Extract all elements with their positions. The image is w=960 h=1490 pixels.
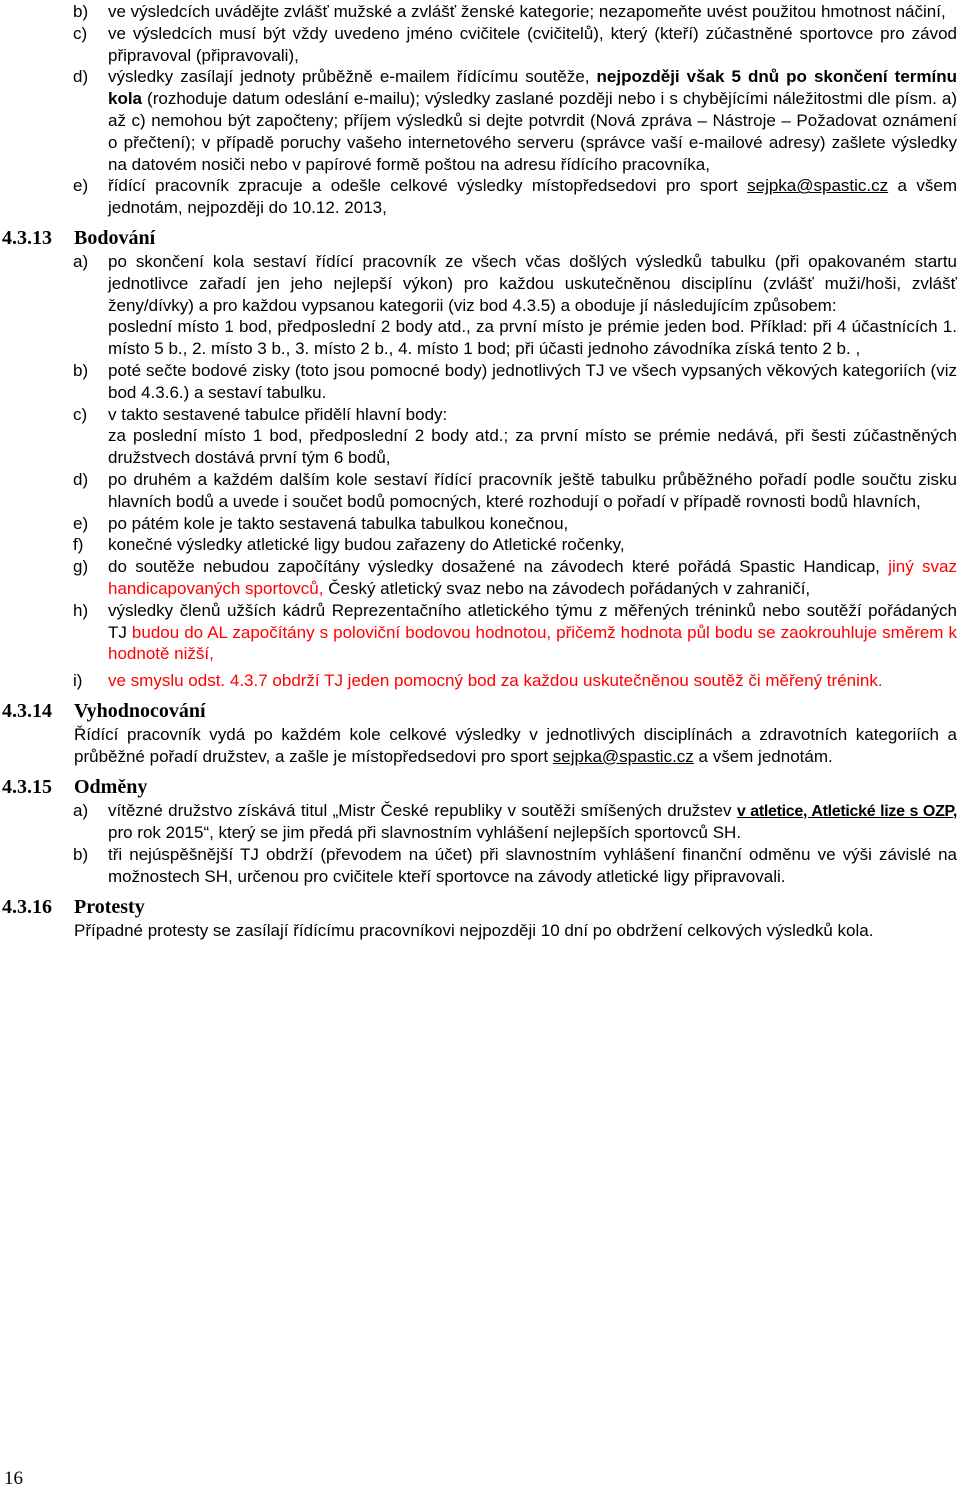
red-amendment: ve smyslu odst. 4.3.7 obdrží TJ jeden pomocný bod za každou uskutečněnou soutěž či měřený trénink. bbox=[108, 671, 883, 691]
list-item-f bbox=[0, 534, 960, 556]
item-text: a všem jednotám, nejpozději do 10.12. 2013, bbox=[108, 176, 957, 218]
item-text: poslední místo 1 bod, předposlední 2 body atd., za první místo je prémie jeden bod. Příklad: při 4 účastnících 1. místo 5 b., 2. místo 3 b., 3. místo 2 b., 4. místo 1 bod; při účasti jednoho závodníka získá tento 2 b. , bbox=[108, 317, 957, 359]
list-item-e bbox=[0, 513, 960, 535]
list-item-c bbox=[0, 23, 960, 67]
paragraph-text: Případné protesty se zasílají řídícímu pracovníkovi nejpozději 10 dní po obdržení celkových výsledků kola. bbox=[74, 920, 874, 940]
page-number: 16 bbox=[4, 1468, 23, 1489]
section-number: 4.3.15 bbox=[2, 775, 52, 798]
list-item-a bbox=[0, 251, 960, 360]
item-text: vítězné družstvo získává titul „Mistr České republiky v soutěži smíšených družstev bbox=[108, 800, 737, 820]
item-letter: g) bbox=[73, 557, 89, 577]
item-text: výsledky zasílají jednoty průběžně e-mailem řídícímu soutěže, bbox=[108, 67, 597, 87]
deadline-emphasis: nejpozději však 5 dnů po skončení termínu kola bbox=[108, 67, 958, 109]
list-item-h bbox=[0, 600, 960, 665]
section-title: Odměny bbox=[74, 775, 148, 798]
item-letter: e) bbox=[73, 176, 89, 196]
item-letter: d) bbox=[73, 67, 89, 87]
email-link[interactable]: sejpka@spastic.cz bbox=[747, 176, 889, 196]
title-emphasis: v atletice, Atletické lize s OZP, bbox=[736, 802, 957, 820]
section-title: Vyhodnocování bbox=[74, 699, 206, 722]
section-heading bbox=[0, 774, 960, 800]
item-letter: b) bbox=[73, 2, 89, 21]
list-item-d bbox=[0, 469, 960, 513]
section-paragraph bbox=[0, 724, 960, 768]
item-text: po skončení kola sestaví řídící pracovník ze všech včas došlých výsledků tabulku (při opakovaném startu jednotlivce zařadí jen jeho nejlepší výkon) pro každou uskutečněnou disciplínu (zvlášť muži/hoši, zvlášť ženy/dívky) a pro každou vypsanou kategorii (viz bod 4.3.5) a oboduje jí následujícím způsobem: bbox=[108, 251, 957, 315]
list-item-a bbox=[0, 800, 960, 845]
list-item-b bbox=[0, 844, 960, 888]
item-letter: b) bbox=[73, 360, 89, 380]
item-text: za poslední místo 1 bod, předposlední 2 body atd.; za první místo se prémie nedává, při šesti zúčastněných družstvech dostává první tým 6 bodů, bbox=[108, 426, 957, 468]
item-letter: c) bbox=[73, 404, 88, 424]
section-protesty bbox=[0, 894, 960, 942]
section-heading bbox=[0, 225, 960, 251]
list-item-d bbox=[0, 66, 960, 175]
item-text: řídící pracovník zpracuje a odešle celkové výsledky místopředsedovi pro sport bbox=[108, 176, 748, 196]
paragraph-text: a všem jednotám. bbox=[693, 746, 833, 766]
item-letter: a) bbox=[73, 800, 89, 820]
item-letter: b) bbox=[73, 845, 89, 865]
email-link[interactable]: sejpka@spastic.cz bbox=[552, 746, 694, 766]
item-letter: i) bbox=[73, 671, 83, 691]
item-text: pro rok 2015“, který se jim předá při slavnostním vyhlášení nejlepších sportovců SH. bbox=[108, 823, 742, 843]
item-text: po pátém kole je takto sestavená tabulka tabulkou konečnou, bbox=[108, 513, 569, 533]
section-title: Bodování bbox=[74, 226, 156, 249]
item-text: Český atletický svaz nebo na závodech pořádaných v zahraničí, bbox=[323, 578, 811, 598]
item-letter: f) bbox=[73, 535, 84, 555]
list-item-e bbox=[0, 175, 960, 219]
red-amendment: jiný svaz handicapovaných sportovců, bbox=[108, 557, 957, 598]
list-item-i bbox=[0, 670, 960, 692]
item-text: výsledky členů užších kádrů Reprezentačního atletického týmu z měřených tréninků nebo soutěží pořádaných TJ bbox=[108, 600, 957, 642]
item-text: ve výsledcích musí být vždy uvedeno jméno cvičitele (cvičitelů), který (kteří) zúčastněné sportovce pro závod připravoval (připravovali), bbox=[108, 23, 957, 65]
section-number: 4.3.14 bbox=[2, 699, 52, 722]
list-item-g bbox=[0, 556, 960, 600]
red-amendment: budou do AL započítány s poloviční bodovou hodnotou, přičemž hodnota půl bodu se zaokrouhluje směrem k hodnotě nižší, bbox=[108, 622, 957, 664]
section-vyhodnocovani bbox=[0, 698, 960, 768]
section-title: Protesty bbox=[74, 895, 145, 918]
item-text: konečné výsledky atletické ligy budou zařazeny do Atletické ročenky, bbox=[108, 535, 625, 555]
item-text: ve výsledcích uvádějte zvlášť mužské a zvlášť ženské kategorie; nezapomeňte uvést použitou hmotnost náčiní, bbox=[108, 2, 946, 21]
list-item-c bbox=[0, 404, 960, 469]
item-text: do soutěže nebudou započítány výsledky dosažené na závodech které pořádá Spastic Handicap, bbox=[108, 557, 889, 577]
item-text: v takto sestavené tabulce přidělí hlavní body: bbox=[108, 404, 448, 424]
item-text: poté sečte bodové zisky (toto jsou pomocné body) jednotlivých TJ ve všech vypsaných věkových kategoriích (viz bod 4.3.6.) a sestaví tabulku. bbox=[108, 360, 957, 402]
item-letter: h) bbox=[73, 600, 89, 620]
item-letter: a) bbox=[73, 251, 89, 271]
section-bodovani bbox=[0, 225, 960, 692]
item-text: (rozhoduje datum odeslání e-mailu); výsledky zaslané později nebo i s chybějícími náležitostmi dle písm. a) až c) nemohou být započteny; příjem výsledků si dejte potvrdit (Nová zpráva – Nástroje – Požadovat oznámení o přečtení); v případě poruchy vašeho internetového serveru (správce vaší e-mailové adresy) zašlete výsledky na datovém nosiči nebo v papírové formě poštou na adresu řídícího pracovníka, bbox=[108, 89, 957, 174]
section-heading bbox=[0, 698, 960, 724]
section-number: 4.3.16 bbox=[2, 895, 52, 918]
section-odmeny bbox=[0, 774, 960, 888]
item-letter: e) bbox=[73, 513, 89, 533]
list-item-b bbox=[0, 360, 960, 404]
section-number: 4.3.13 bbox=[2, 226, 52, 249]
section-paragraph bbox=[0, 920, 960, 942]
section-heading bbox=[0, 894, 960, 920]
paragraph-text: Řídící pracovník vydá po každém kole celkové výsledky v jednotlivých disciplínách a zdravotních kategoriích a průběžné pořadí družstev, a zašle je místopředsedovi pro sport bbox=[74, 724, 957, 766]
item-letter: c) bbox=[73, 23, 88, 43]
item-letter: d) bbox=[73, 469, 89, 489]
item-text: tři nejúspěšnější TJ obdrží (převodem na účet) při slavnostním vyhlášení finanční odměnu ve výši závislé na možnostech SH, určenou pro cvičitele kteří sportovce na závody atletické ligy připravovali. bbox=[108, 845, 957, 886]
list-item-b bbox=[0, 1, 960, 23]
item-text: po druhém a každém dalším kole sestaví řídící pracovník ještě tabulku průběžného pořadí podle součtu zisku hlavních bodů a uvede i součet bodů pomocných, které rozhodují o pořadí v případě rovnosti bodů hlavních, bbox=[108, 469, 957, 511]
